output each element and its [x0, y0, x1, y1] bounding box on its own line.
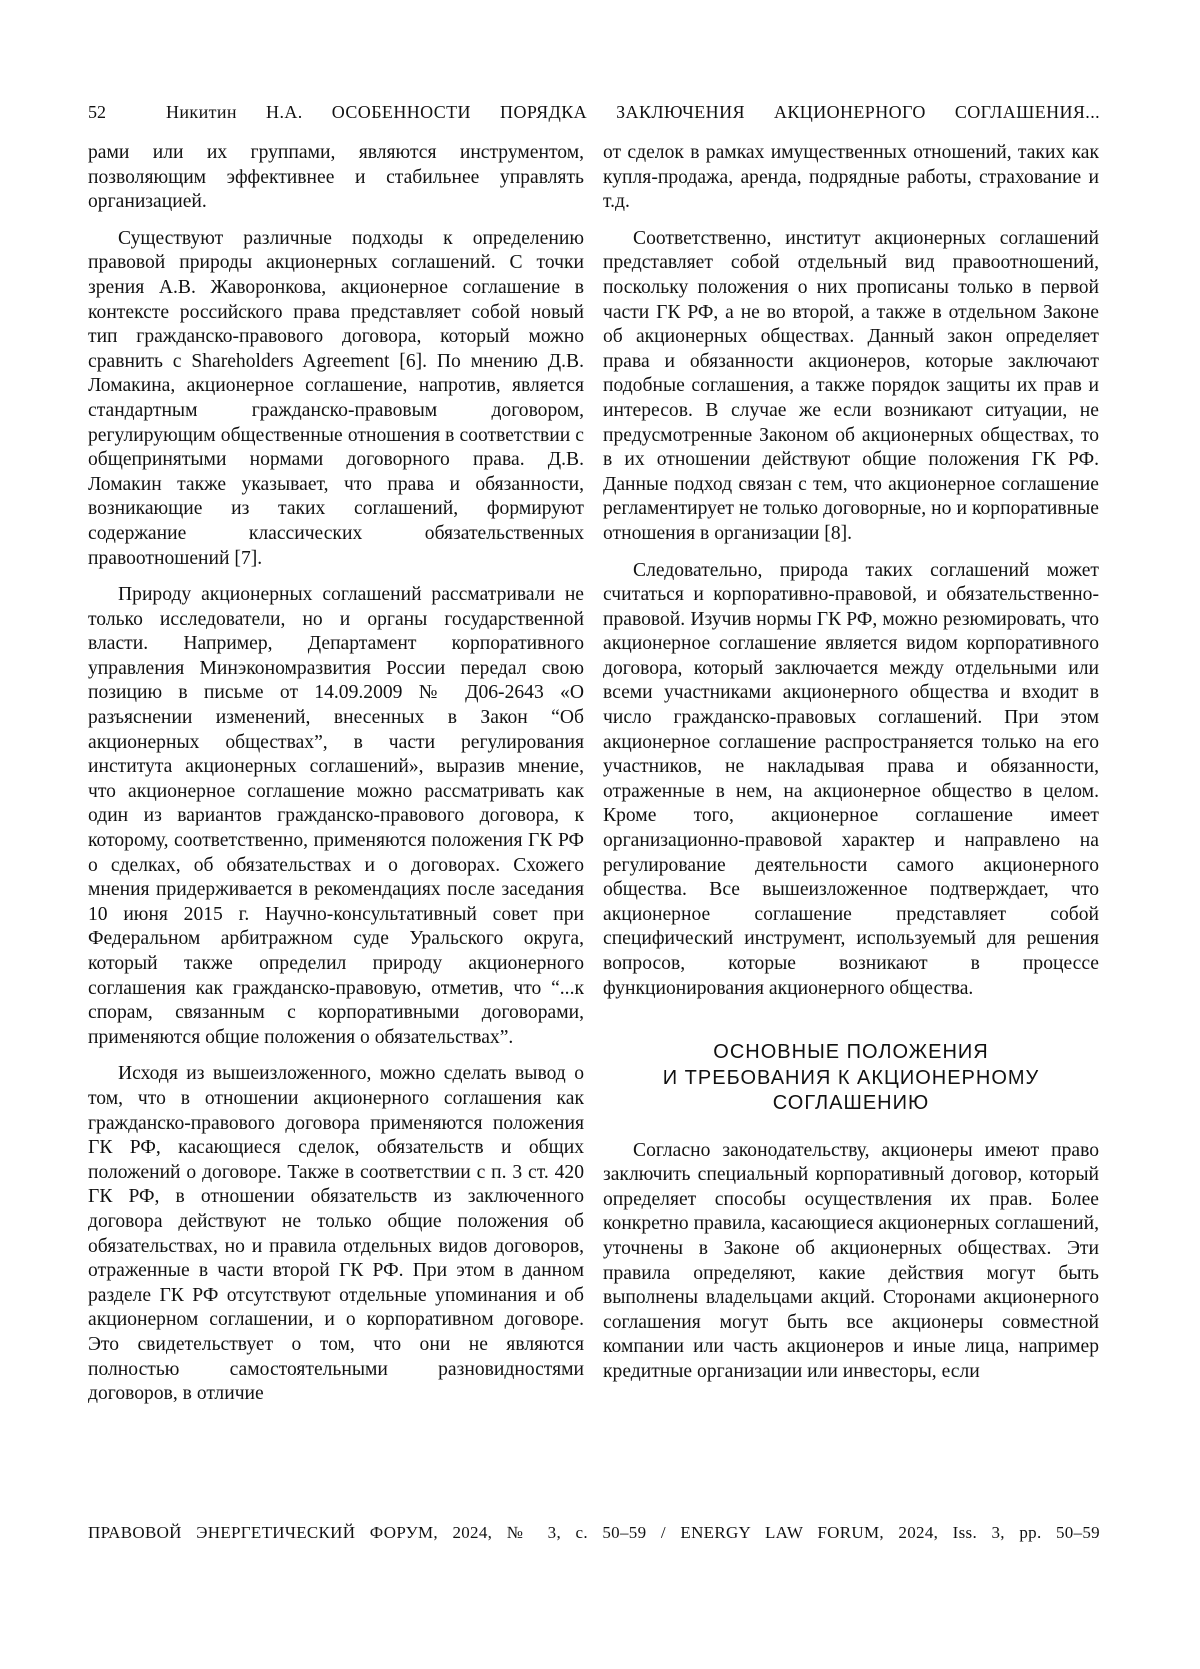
paragraph: Природу акционерных соглашений рассматривали не только исследователи, но и органы государственной власти. Например, Департамент корпоративного управления Минэкономразвития России передал свою позицию в письме от 14.09.2009 № Д06-2643 «О разъяснении изменений, внесенных в Закон “Об акционерных обществах”, в части регулирования института акционерных соглашений», выразив мнение, что акционерное соглашение можно рассматривать как один из вариантов гражданско-правового договора, к которому, соответственно, применяются положения ГК РФ о сделках, об обязательствах и о договорах. Схожего мнения придерживается в рекомендациях после заседания 10 июня 2015 г. Научно-консультативный совет при Федеральном арбитражном суде Уральского округа, который также определил природу акционерного соглашения как гражданско-правовую, отметив, что “...к спорам, связанным с корпоративными договорами, применяются общие положения о обязательствах”.: [88, 584, 584, 1048]
journal-footer: ПРАВОВОЙ ЭНЕРГЕТИЧЕСКИЙ ФОРУМ, 2024, № 3, с. 50–59 / ENERGY LAW FORUM, 2024, Iss. 3, pp. 50–59: [88, 1523, 1100, 1542]
section-heading: [603, 1040, 1099, 1117]
right-column: [603, 141, 1099, 1397]
running-title: Никитин Н.А. ОСОБЕННОСТИ ПОРЯДКА ЗАКЛЮЧЕНИЯ АКЦИОНЕРНОГО СОГЛАШЕНИЯ...: [166, 102, 1100, 122]
paragraph: от сделок в рамках имущественных отношений, таких как купля-продажа, аренда, подрядные работы, страхование и т.д.: [603, 142, 1099, 213]
running-header: [88, 97, 1100, 127]
paragraph: Исходя из вышеизложенного, можно сделать вывод о том, что в отношении акционерного соглашения как гражданско-правового договора применяются положения ГК РФ, касающиеся сделок, обязательств и общих положений о договоре. Также в соответствии с п. 3 ст. 420 ГК РФ, в отношении обязательств из заключенного договора действуют не только общие положения об обязательствах, но и правила отдельных видов договоров, отраженные в части второй ГК РФ. При этом в данном разделе ГК РФ отсутствуют отдельные упоминания и об акционерном соглашении, и о корпоративном договоре. Это свидетельствует о том, что они не являются полностью самостоятельными разновидностями договоров, в отличие: [88, 1063, 584, 1405]
paragraph: Соответственно, институт акционерных соглашений представляет собой отдельный вид правоотношений, поскольку положения о них прописаны только в первой части ГК РФ, а не во второй, а также в отдельном Законе об акционерных обществах. Данный закон определяет права и обязанности акционеров, которые заключают подобные соглашения, а также порядок защиты их прав и интересов. В случае же если возникают ситуации, не предусмотренные Законом об акционерных обществах, то в их отношении действуют общие положения ГК РФ. Данные подход связан с тем, что акционерное соглашение регламентирует не только договорные, но и корпоративные отношения в организации [8].: [603, 227, 1099, 544]
left-column: [88, 141, 584, 1419]
section-heading-line: И ТРЕБОВАНИЯ К АКЦИОНЕРНОМУ: [662, 1066, 1040, 1089]
paragraph: Согласно законодательству, акционеры имеют право заключить специальный корпоративный договор, который определяет способы осуществления их прав. Более конкретно правила, касающиеся акционерных соглашений, уточнены в Законе об акционерных обществах. Эти правила определяют, какие действия могут быть выполнены владельцами акций. Сторонами акционерного соглашения могут быть все акционеры совместной компании или часть акционеров и иные лица, например кредитные организации или инвесторы, если: [603, 1139, 1099, 1383]
section-heading-line: СОГЛАШЕНИЮ: [772, 1092, 930, 1115]
paragraph: Существуют различные подходы к определению правовой природы акционерных соглашений. С точки зрения А.В. Жаворонкова, акционерное соглашение в контексте российского права представляет собой новый тип гражданско-правового договора, который можно сравнить с Shareholders Agreement [6]. По мнению Д.В. Ломакина, акционерное соглашение, напротив, является стандартным гражданско-правовым договором, регулирующим общественные отношения в соответствии с общепринятыми нормами договорного права. Д.В. Ломакин также указывает, что права и обязанности, возникающие из таких соглашений, формируют содержание классических обязательственных правоотношений [7].: [88, 227, 584, 569]
paragraph: Следовательно, природа таких соглашений может считаться и корпоративно-правовой, и обязательственно-правовой. Изучив нормы ГК РФ, можно резюмировать, что акционерное соглашение является видом корпоративного договора, который заключается между отдельными или всеми участниками акционерного общества и входит в число гражданско-правовых соглашений. При этом акционерное соглашение распространяется только на его участников, не накладывая права и обязанности, отраженные в нем, на акционерное общество в целом. Кроме того, акционерное соглашение имеет организационно-правовой характер и направлено на регулирование деятельности самого акционерного общества. Все вышеизложенное подтверждает, что акционерное соглашение представляет собой специфический инструмент, используемый для решения вопросов, которые возникают в процессе функционирования акционерного общества.: [603, 559, 1099, 999]
paragraph: рами или их группами, являются инструментом, позволяющим эффективнее и стабильнее управлять организацией.: [88, 142, 584, 213]
page-number: 52: [88, 102, 106, 122]
section-heading-line: ОСНОВНЫЕ ПОЛОЖЕНИЯ: [713, 1041, 989, 1064]
